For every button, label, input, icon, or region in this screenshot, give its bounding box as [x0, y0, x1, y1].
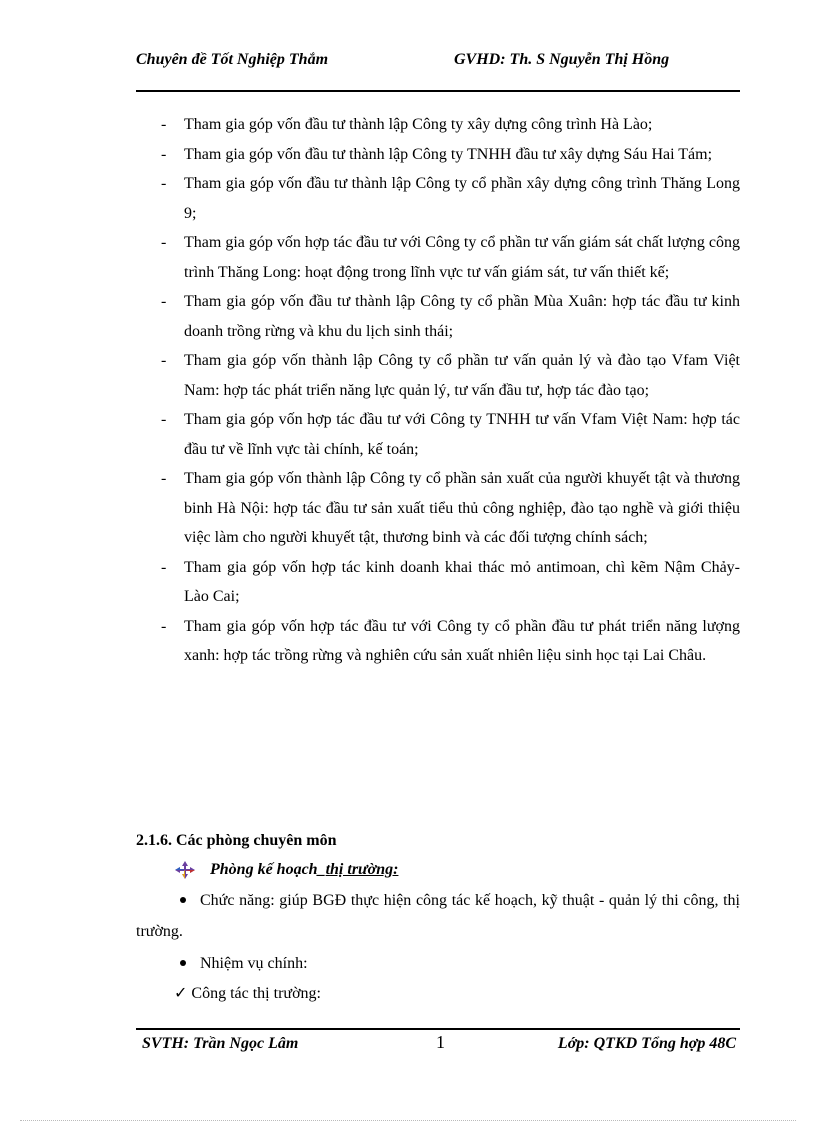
department-title-underlined: thị trường:	[325, 861, 399, 878]
dash-bullet: -	[161, 617, 167, 635]
dot-bullet-icon	[180, 960, 186, 966]
department-title: Phòng kế hoạch_	[210, 861, 326, 878]
page-break-line	[20, 1120, 796, 1121]
dash-bullet: -	[161, 558, 167, 576]
page-footer	[136, 1028, 740, 1060]
list-item: - Tham gia góp vốn thành lập Công ty cổ phần tư vấn quản lý và đào tạo Vfam Việt Nam: hợp tác phát triển năng lực quản lý, tư vấn đầu tư, hợp tác đào tạo;	[136, 346, 740, 405]
header-left-title: Chuyên đề Tốt Nghiệp Thắm	[136, 51, 329, 68]
header-advisor: GVHD: Th. S Nguyễn Thị Hồng	[454, 51, 670, 68]
dash-bullet: -	[161, 293, 167, 310]
section-title: 2.1.6. Các phòng chuyên môn	[136, 832, 337, 849]
list-item: - Tham gia góp vốn đầu tư thành lập Công ty xây dựng công trình Hà Lào;	[136, 110, 740, 140]
function-paragraph: Chức năng: giúp BGĐ thực hiện công tác kế hoạch, kỹ thuật - quản lý thi công, thị trường.	[136, 892, 740, 940]
dot-bullet-icon	[180, 897, 186, 903]
list-item: - Tham gia góp vốn đầu tư thành lập Công ty TNHH đầu tư xây dựng Sáu Hai Tám;	[136, 140, 740, 170]
market-work-label: ✓ Công tác thị trường:	[174, 982, 321, 1006]
dash-bullet: -	[161, 145, 167, 163]
dash-bullet: -	[161, 116, 167, 133]
list-item: - Tham gia góp vốn hợp tác kinh doanh khai thác mỏ antimoan, chì kẽm Nậm Chảy- Lào Cai;	[136, 553, 740, 612]
list-item: - Tham gia góp vốn thành lập Công ty cổ phần sản xuất của người khuyết tật và thương binh Hà Nội: hợp tác đầu tư sản xuất tiểu thủ công nghiệp, đào tạo nghề và giới thiệu việc làm cho người khuyết tật, thương binh và các đối tượng chính sách;	[136, 464, 740, 553]
list-item: - Tham gia góp vốn hợp tác đầu tư với Công ty cổ phần tư vấn giám sát chất lượng công trình Thăng Long: hoạt động trong lĩnh vực tư vấn giám sát, tư vấn thiết kế;	[136, 228, 740, 287]
dash-bullet: -	[161, 234, 167, 251]
list-item: - Tham gia góp vốn hợp tác đầu tư với Công ty TNHH tư vấn Vfam Việt Nam: hợp tác đầu tư về lĩnh vực tài chính, kế toán;	[136, 405, 740, 464]
list-item: - Tham gia góp vốn đầu tư thành lập Công ty cổ phần xây dựng công trình Thăng Long 9;	[136, 169, 740, 228]
list-item: - Tham gia góp vốn đầu tư thành lập Công ty cổ phần Mùa Xuân: hợp tác đầu tư kinh doanh trồng rừng và khu du lịch sinh thái;	[136, 287, 740, 346]
dash-bullet: -	[161, 175, 167, 192]
footer-student: SVTH: Trần Ngọc Lâm	[142, 1035, 299, 1052]
dash-bullet: -	[161, 470, 167, 487]
check-icon: ✓	[174, 985, 188, 1002]
footer-class: Lớp: QTKD Tổng hợp 48C	[557, 1035, 736, 1052]
investment-list	[136, 110, 740, 671]
page-number: 1	[436, 1032, 445, 1052]
dash-bullet: -	[161, 411, 167, 428]
department-heading	[174, 858, 398, 882]
page-header	[136, 48, 740, 92]
list-item: - Tham gia góp vốn hợp tác đầu tư với Công ty cổ phần đầu tư phát triển năng lượng xanh: hợp tác trồng rừng và nghiên cứu sản xuất nhiên liệu sinh học tại Lai Châu.	[136, 612, 740, 671]
arrow-cross-icon	[174, 860, 196, 880]
tasks-label: Nhiệm vụ chính:	[180, 952, 308, 976]
dash-bullet: -	[161, 352, 167, 369]
